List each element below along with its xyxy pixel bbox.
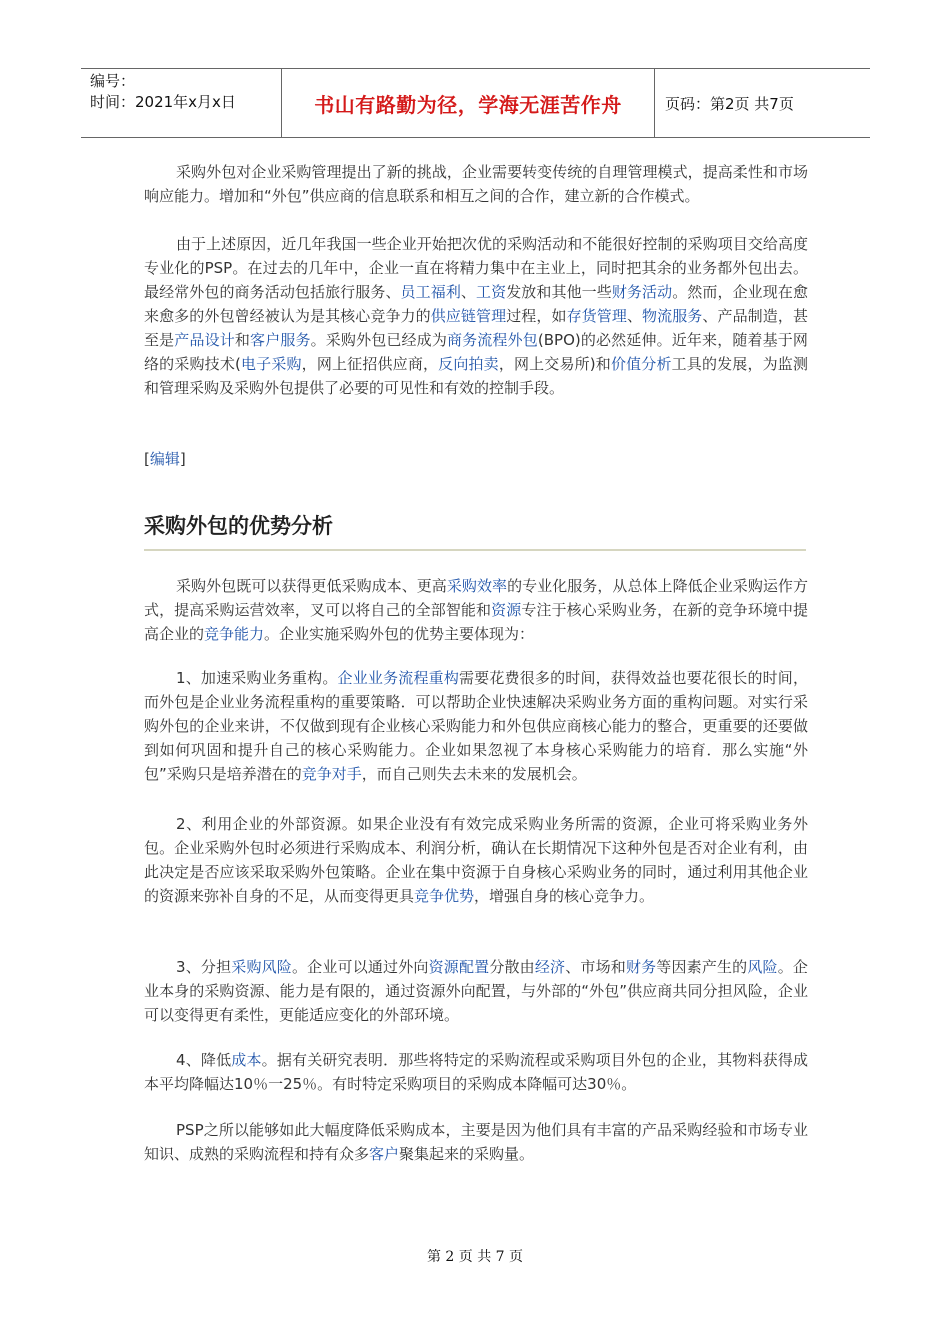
link-finance[interactable]: 财务 (625, 958, 657, 976)
text: 专注于核心采购业务，在新的竞争环境中提高企业的 (144, 601, 808, 643)
section-title: 采购外包的优势分析 (144, 514, 333, 538)
text: 。企业可以通过外向 (291, 958, 429, 976)
text: 等因素产生的 (656, 958, 748, 976)
text: 由于上述原因，近几年我国一些企业开始把次优的采购活动和不能很好控制的采购项目交给高度专业化的PSP。在过去的几年中，企业一直在将精力集中在主业上，同时把其余的业务都外包出去。最经常外包的商务活动包括旅行服务、 (144, 235, 808, 301)
text: 聚集起来的采购量。 (399, 1145, 535, 1163)
paragraph-psp (144, 1118, 808, 1166)
link-economy[interactable]: 经济 (534, 958, 566, 976)
paragraph-point-4 (144, 1048, 808, 1096)
paragraph-advantages-intro (144, 574, 808, 646)
link-procurement-risk[interactable]: 采购风险 (231, 958, 292, 976)
link-customer[interactable]: 客户 (369, 1145, 400, 1163)
text: 采购外包对企业采购管理提出了新的挑战，企业需要转变传统的自理管理模式，提高柔性和市场响应能力。增加和“外包”供应商的信息联系和相互之间的合作，建立新的合作模式。 (144, 163, 808, 205)
text: 需要花费很多的时间，获得效益也要花很长的时间，而外包是企业业务流程重构的重要策略．可以帮助企业快速解决采购业务方面的重构问题。对实行采购外包的企业来讲，不仅做到现有企业核心采购能力和外包供应商核心能力的整合，更重要的还要做到如何巩固和提升自己的核心采购能力。企业如果忽视了本身核心采购能力的培育．那么实施“外包”采购只是培养潜在的 (144, 669, 808, 783)
bracket: ] (179, 450, 186, 468)
header-meta (81, 69, 282, 137)
paragraph-intro (144, 160, 808, 208)
page-indicator: 页码：第2页 共7页 (665, 94, 794, 113)
text: 的专业化服务，从总体上降低企业采购运作方式，提高采购运营效率，叉可以将自己的全部智能和 (144, 577, 808, 619)
page-footer: 第 2 页 共 7 页 (426, 1249, 524, 1265)
section-divider (144, 549, 806, 551)
page-header (81, 68, 870, 138)
text: ，网上征招供应商， (301, 355, 439, 373)
paragraph-reasons (144, 232, 808, 400)
link-e-procurement[interactable]: 电子采购 (240, 355, 302, 373)
link-value-analysis[interactable]: 价值分析 (610, 355, 672, 373)
text: 采购外包既可以获得更低采购成本、更高 (176, 577, 447, 595)
text: 。据有关研究表明．那些将特定的采购流程或采购项目外包的企业，其物料获得成本平均降幅达10％一25％。有时特定采购项目的采购成本降幅可达30％。 (144, 1051, 808, 1093)
text: 过程，如 (506, 307, 567, 325)
link-resource-allocation[interactable]: 资源配置 (428, 958, 490, 976)
text: 4、降低 (176, 1051, 232, 1069)
text: 1、加速采购业务重构。 (176, 669, 338, 687)
link-competitiveness[interactable]: 竞争能力 (204, 625, 265, 643)
text: 。企业实施采购外包的优势主要体现为： (264, 625, 535, 643)
link-salary[interactable]: 工资 (476, 283, 507, 301)
paragraph-point-3 (144, 955, 808, 1027)
link-business-process-reengineering[interactable]: 企业业务流程重构 (337, 669, 459, 687)
link-customer-service[interactable]: 客户服务 (250, 331, 311, 349)
time-label: 时间：2021年x月x日 (90, 93, 236, 111)
link-logistics-service[interactable]: 物流服务 (642, 307, 703, 325)
edit-link[interactable]: 编辑 (149, 450, 180, 468)
text: 分散由 (489, 958, 535, 976)
text: PSP之所以能够如此大幅度降低采购成本，主要是因为他们具有丰富的产品采购经验和市场专业知识、成熟的采购流程和持有众多 (144, 1121, 808, 1163)
link-product-design[interactable]: 产品设计 (174, 331, 235, 349)
bracket: [ (144, 450, 150, 468)
text: ，而自己则失去未来的发展机会。 (361, 765, 587, 783)
text: 。然而，企业现在愈来愈多的外包曾经被认为是其核心竞争力的 (144, 283, 808, 325)
text: (BPO)的必然延伸。近年来，随着基于网络的采购技术( (144, 331, 808, 373)
text: 。企业本身的采购资源、能力是有限的，通过资源外向配置，与外部的“外包”供应商共同分担风险，企业可以变得更有柔性，更能适应变化的外部环境。 (144, 958, 808, 1024)
text: 、 (460, 283, 477, 301)
link-resources[interactable]: 资源 (491, 601, 522, 619)
text: 、产品制造，甚至是 (144, 307, 808, 349)
text: 、 (626, 307, 643, 325)
text: ，增强自身的核心竞争力。 (474, 887, 655, 905)
link-reverse-auction[interactable]: 反向拍卖 (438, 355, 499, 373)
link-inventory-management[interactable]: 存货管理 (566, 307, 627, 325)
link-risk[interactable]: 风险 (747, 958, 778, 976)
text: 发放和其他一些 (506, 283, 612, 301)
link-procurement-efficiency[interactable]: 采购效率 (446, 577, 508, 595)
text: 2、利用企业的外部资源。如果企业没有有效完成采购业务所需的资源，企业可将采购业务外包。企业采购外包时必须进行采购成本、利润分析，确认在长期情况下这种外包是否对企业有利，由此决定是否应该采取采购外包策略。企业在集中资源于自身核心采购业务的同时，通过利用其他企业的资源来弥补自身的不足，从而变得更具 (144, 815, 808, 905)
number-label: 编号： (90, 72, 136, 90)
link-bpo[interactable]: 商务流程外包 (446, 331, 538, 349)
text: 工具的发展，为监测和管理采购及采购外包提供了必要的可见性和有效的控制手段。 (144, 355, 808, 397)
link-competitive-advantage[interactable]: 竞争优势 (414, 887, 475, 905)
text: 。采购外包已经成为 (310, 331, 447, 349)
link-supply-chain-management[interactable]: 供应链管理 (430, 307, 507, 325)
link-cost[interactable]: 成本 (231, 1051, 262, 1069)
edit-link-wrapper (144, 448, 186, 470)
link-financial-activities[interactable]: 财务活动 (611, 283, 673, 301)
text: ，网上交易所)和 (498, 355, 611, 373)
header-motto: 书山有路勤为径，学海无涯苦作舟 (282, 69, 655, 137)
paragraph-point-2 (144, 812, 808, 908)
link-employee-benefits[interactable]: 员工福利 (400, 283, 461, 301)
text: 、市场和 (565, 958, 626, 976)
link-competitor[interactable]: 竞争对手 (301, 765, 362, 783)
paragraph-point-1 (144, 666, 808, 786)
text: 和 (234, 331, 251, 349)
text: 3、分担 (176, 958, 232, 976)
